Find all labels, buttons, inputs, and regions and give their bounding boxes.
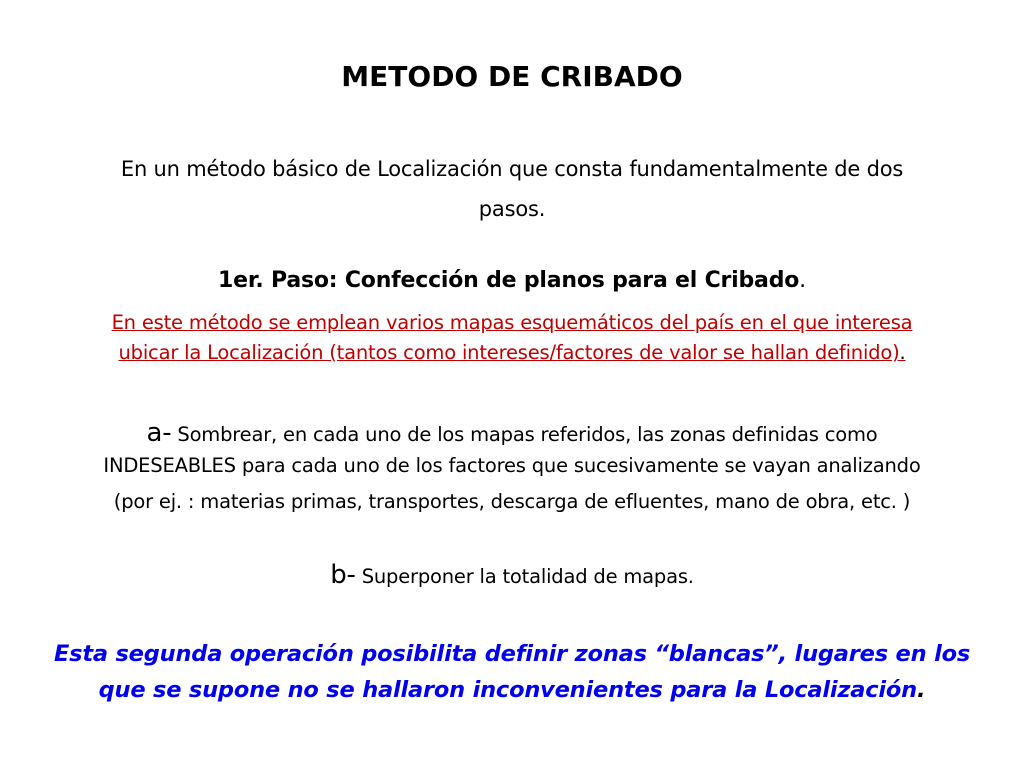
step-description-line-2-text: ubicar la Localización (tantos como intereses/factores de valor se hallan definido) bbox=[118, 341, 900, 364]
item-b-text: Superponer la totalidad de mapas. bbox=[355, 565, 694, 588]
item-a-line-1 bbox=[0, 418, 1024, 448]
item-a-line-2: INDESEABLES para cada uno de los factores que sucesivamente se vayan analizando bbox=[103, 454, 921, 477]
item-a-text-1: Sombrear, en cada uno de los mapas referidos, las zonas definidas como bbox=[171, 423, 878, 446]
step-heading bbox=[0, 268, 1024, 293]
step-description-period: . bbox=[899, 341, 906, 364]
item-b-line bbox=[0, 560, 1024, 590]
step-heading-period: . bbox=[799, 268, 806, 293]
intro-line-1: En un método básico de Localización que consta fundamentalmente de dos bbox=[120, 157, 904, 181]
item-b-letter: b- bbox=[330, 560, 356, 590]
conclusion-line-1: Esta segunda operación posibilita definir zonas “blancas”, lugares en los bbox=[53, 641, 971, 667]
step-heading-text: 1er. Paso: Confección de planos para el Cribado bbox=[218, 268, 800, 293]
item-a-line-3: (por ej. : materias primas, transportes, descarga de efluentes, mano de obra, etc. ) bbox=[113, 490, 911, 513]
conclusion-line-2-text: que se supone no se hallaron inconvenientes para la Localización bbox=[98, 677, 918, 703]
step-description-line-2 bbox=[0, 341, 1024, 364]
conclusion-period: . bbox=[917, 677, 926, 703]
slide-title: METODO DE CRIBADO bbox=[341, 60, 683, 93]
intro-line-2: pasos. bbox=[478, 197, 546, 221]
step-description-line-1: En este método se emplean varios mapas esquemáticos del país en el que interesa bbox=[111, 311, 913, 334]
item-a-letter: a- bbox=[146, 418, 172, 448]
conclusion-line-2 bbox=[0, 677, 1024, 703]
